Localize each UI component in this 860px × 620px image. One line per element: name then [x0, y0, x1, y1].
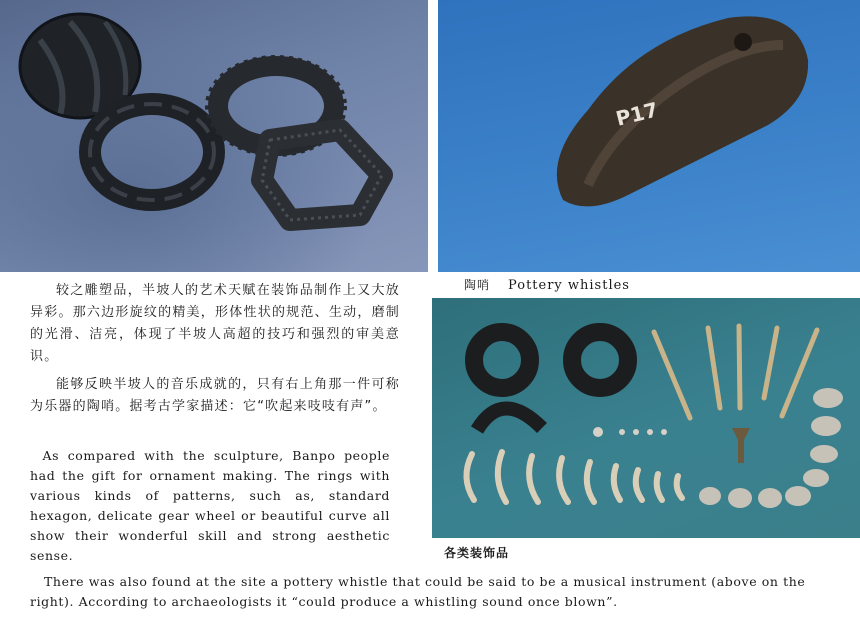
- whistle-caption-zh: 陶哨: [464, 278, 491, 292]
- photo-pottery-whistle: [438, 0, 860, 272]
- ornaments-illustration: [432, 298, 860, 538]
- rings-illustration: [0, 0, 428, 272]
- whistle-caption: [464, 276, 630, 293]
- small-beads: [593, 427, 667, 437]
- whistle-caption-en: Pottery whistles: [508, 278, 630, 293]
- hexagon-ring: [262, 130, 382, 220]
- bone-needles: [654, 326, 817, 418]
- english-paragraph-1: As compared with the sculpture, Banpo people had the gift for ornament making. The rings with various kinds of patterns, such as, standard hexagon, delicate gear wheel or beautiful curve all show their wonderful skill and strong aesthetic sense.: [30, 448, 390, 563]
- twisted-ring: [90, 104, 214, 200]
- bone-pendant: [732, 428, 750, 463]
- chinese-paragraph-2: 能够反映半坡人的音乐成就的，只有右上角那一件可称为乐器的陶哨。据考古学家描述：它“吹起来吱吱有声”。: [30, 377, 400, 414]
- ornament-caption: 各类装饰品: [444, 546, 510, 560]
- stone-discs: [474, 332, 628, 430]
- whistle-mark: P17: [613, 97, 661, 131]
- photo-ornaments: [432, 298, 860, 538]
- photo-stone-rings: [0, 0, 428, 272]
- whistle-illustration: [438, 0, 860, 272]
- english-paragraph-2: There was also found at the site a pottery whistle that could be said to be a musical instrument (above on the right). According to archaeologists it “could produce a whistling sound once blown”.: [30, 574, 806, 609]
- chinese-paragraph-1: 较之雕塑品，半坡人的艺术天赋在装饰品制作上又大放异彩。那六边形旋纹的精美，形体性状的规范、生动，磨制的光滑、洁亮，体现了半坡人高超的技巧和强烈的审美意识。: [30, 283, 400, 364]
- animal-teeth: [466, 452, 682, 502]
- pottery-whistle: [557, 16, 808, 206]
